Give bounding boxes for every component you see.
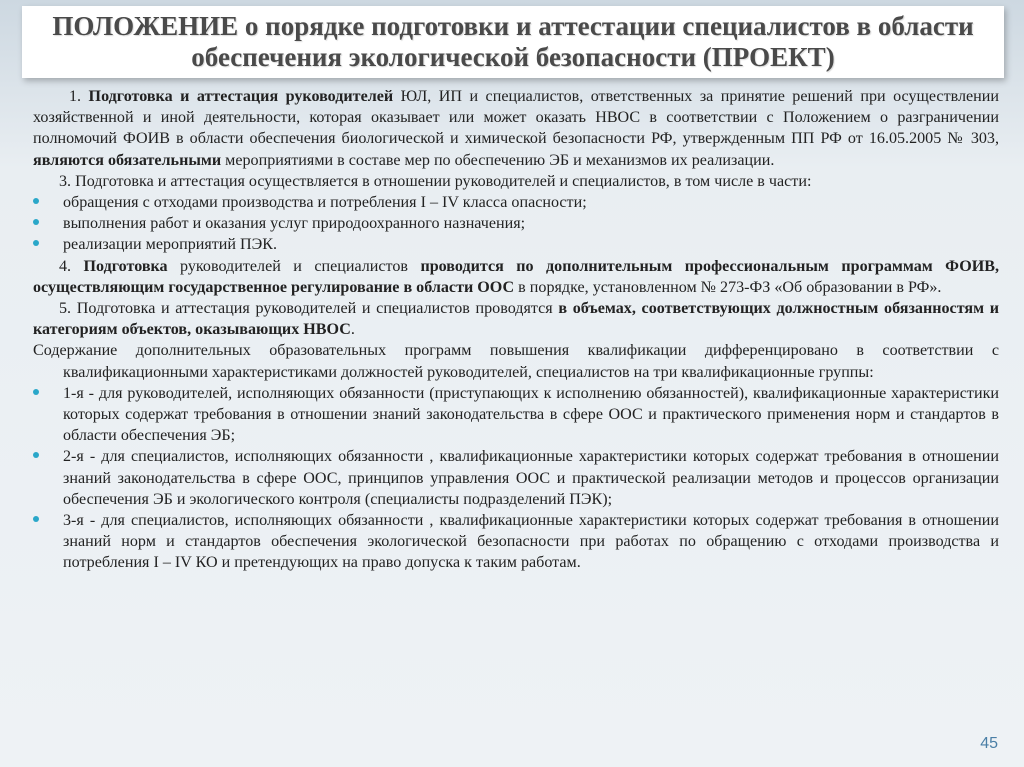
bullet-text: реализации мероприятий ПЭК. xyxy=(63,236,278,254)
qualification-group-text: 3-я - для специалистов, исполняющих обязанности , квалификационные характеристики которых содержат требования в отношении знаний норм и стандартов обеспечения экологической безопасности при работах по обращению с отходами производства и потребления I – IV КО и претендующих на право допуска к таким работам. xyxy=(63,512,999,572)
bullet-dot-icon xyxy=(33,516,39,522)
bullet-dot-icon xyxy=(33,219,39,225)
paragraph-1-bold-1: Подготовка и аттестация руководителей xyxy=(88,88,394,105)
qualification-group-item xyxy=(33,446,999,510)
bullet-dot-icon xyxy=(33,198,39,204)
bullet-dot-icon xyxy=(33,240,39,246)
paragraph-1-number: 1. xyxy=(69,88,82,105)
content-paragraph: Содержание дополнительных образовательных программ повышения квалификации дифференцировано в соответствии с квалификационными характеристиками должностей руководителей, специалистов на три квалификационные группы: xyxy=(33,342,999,381)
paragraph-1 xyxy=(33,86,999,171)
paragraph-1-text-2: мероприятиями в составе мер по обеспечению ЭБ и механизмов их реализации. xyxy=(221,151,775,169)
paragraph-5 xyxy=(33,298,999,340)
paragraph-4-number: 4. xyxy=(59,257,84,275)
qualification-group-text: 2-я - для специалистов, исполняющих обязанности , квалификационные характеристики которых содержат требования в отношении знаний законодательства в сфере ООС, принципов управления ООС и практической реализации методов и процессов организации обеспечения ЭБ и экологического контроля (специалисты подразделений ПЭК); xyxy=(63,448,999,508)
paragraph-4 xyxy=(33,256,999,298)
bullet-dot-icon xyxy=(33,389,39,395)
paragraph-5-text-1: 5. Подготовка и аттестация руководителей и специалистов проводятся xyxy=(59,300,559,318)
paragraph-4-text-2: в порядке, установленном № 273-ФЗ «Об образовании в РФ». xyxy=(514,278,942,296)
qualification-group-item xyxy=(33,383,999,447)
slide-content xyxy=(33,86,999,574)
title-line-2: обеспечения экологической безопасности (ПРОЕКТ) xyxy=(191,42,835,72)
bullet-item xyxy=(33,213,999,234)
page-number: 45 xyxy=(980,735,998,752)
bullet-dot-icon xyxy=(33,452,39,458)
qualification-group-item xyxy=(33,510,999,574)
title-line-1: ПОЛОЖЕНИЕ о порядке подготовки и аттестации специалистов в области xyxy=(52,11,974,41)
bullet-text: обращения с отходами производства и потребления I – IV класса опасности; xyxy=(63,194,587,212)
bullet-item xyxy=(33,234,999,255)
slide-title xyxy=(22,6,1004,73)
paragraph-1-text-1: ЮЛ, ИП и специалистов, ответственных за принятие решений при осуществлении хозяйственной и иной деятельности, которая оказывает или может оказать НВОС в соответствии с Положением о разграничении полномочий ФОИВ в области обеспечения биологической и химической безопасности РФ, утвержденным ПП РФ от 16.05.2005 № 303, xyxy=(33,88,1000,148)
qualification-group-text: 1-я - для руководителей, исполняющих обязанности (приступающих к исполнению обязанностей), квалификационные характеристики которых содержат требования в отношении знаний законодательства в сфере ООС и практического применения норм и стандартов в области обеспечения ЭБ; xyxy=(63,384,999,445)
paragraph-5-bold-1: в объемах, соответствующих должностным обязанностям и категориям объектов, оказывающих НВОС xyxy=(33,300,999,339)
paragraph-4-bold-1: Подготовка xyxy=(83,257,168,275)
title-box xyxy=(22,6,1004,78)
paragraph-4-text-1: руководителей и специалистов xyxy=(167,257,421,275)
bullet-text: выполнения работ и оказания услуг природоохранного назначения; xyxy=(63,215,526,233)
paragraph-1-bold-2: являются обязательными xyxy=(33,151,222,169)
bullet-item xyxy=(33,192,999,213)
paragraph-5-text-2: . xyxy=(350,321,355,339)
paragraph-3: 3. Подготовка и аттестация осуществляется в отношении руководителей и специалистов, в том числе в части: xyxy=(59,172,812,190)
paragraph-4-bold-2: проводится по дополнительным профессиональным программам ФОИВ, осуществляющим государственное регулирование в области ООС xyxy=(33,257,999,296)
